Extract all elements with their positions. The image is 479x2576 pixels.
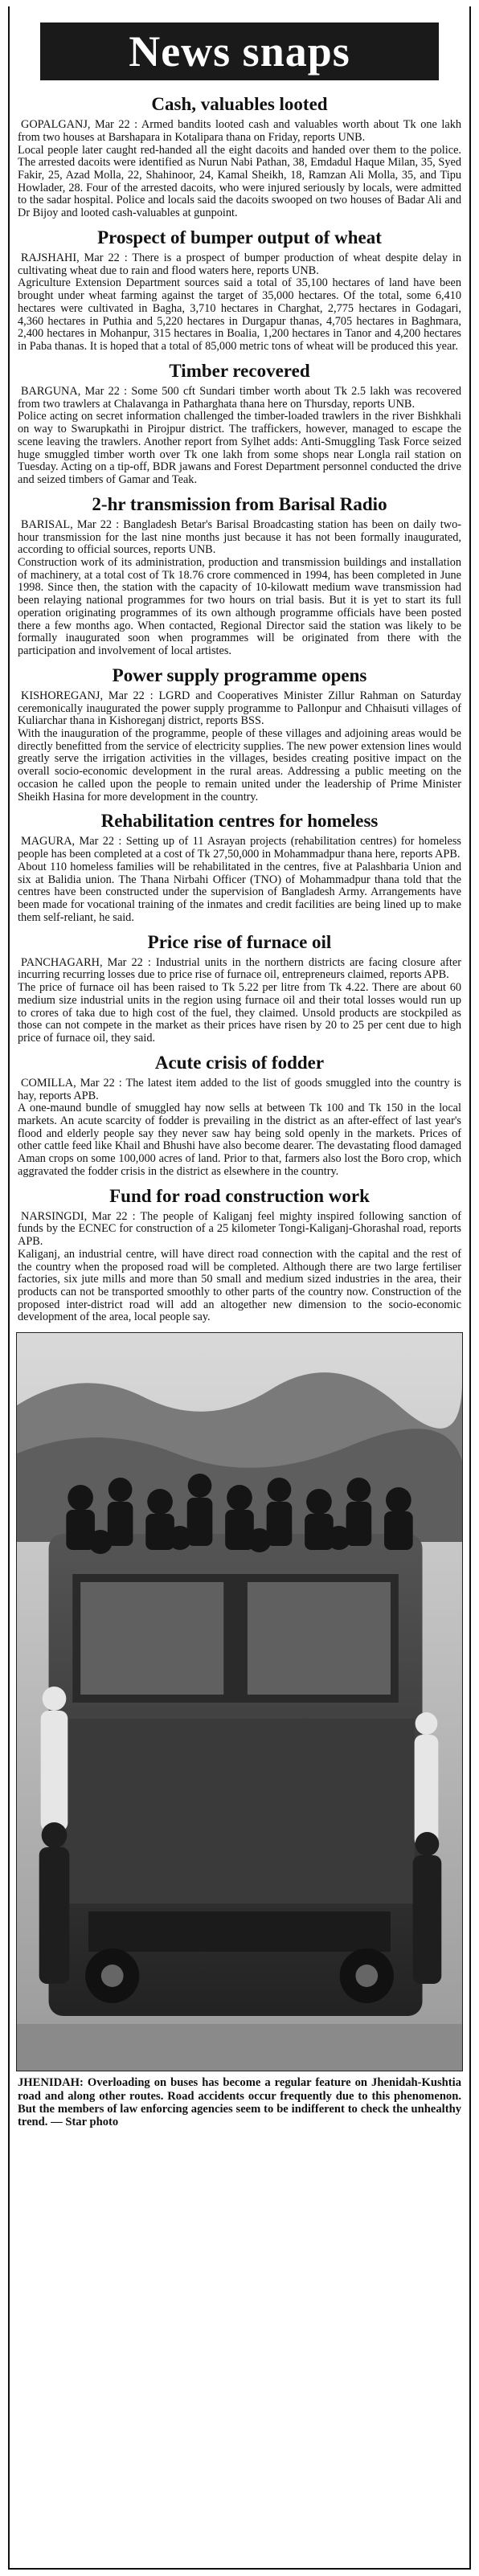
story-paragraph: Kaliganj, an industrial centre, will have direct road connection with the capital and the rest of the country when the proposed road will be completed. Although there are two large fertiliser factories, six jute mills and more than 50 small and medium sized industries in the area, their products can not be transported smoothly to other parts of the country now. Construction of the proposed inter-district road will add an altogether new dimension to the socio-economic development of the area, local people say. (18, 1247, 461, 1324)
story-headline: Acute crisis of fodder (154, 1052, 325, 1073)
story-headline: Fund for road construction work (109, 1185, 370, 1206)
story-paragraph: Local people later caught red-handed all the eight dacoits and handed over them to the police. The arrested dacoits were identified as Nurun Nabi Pathan, 38, Emdadul Haque Milan, 35, Syed Fakir, 25, Azad Molla, 22, Shahinoor, 24, Kamal Sheikh, 18, Ramzan Ali Molla, 35, and Tipu Howlader, 28. Four of the arrested dacoits, who were injured seriously by locals, were admitted to the sadar hospital. Police and locals said the dacoits swooped on two houses of Badar Ali and Dr Bijoy and looted cash-valuables at gunpoint. (18, 143, 461, 220)
story-paragraph: The price of furnace oil has been raised to Tk 5.22 per litre from Tk 4.22. There are about 60 medium size industrial units in the region using furnace oil and their total losses would run up to crores of taka due to high cost of the fuel, they claimed. Unsold products are stockpiled as those can not compete in the market as their prices have risen by 20 to 25 per cent due to high price of furnace oil, they said. (18, 981, 461, 1045)
story-paragraph: With the inauguration of the programme, people of these villages and adjoining areas would be directly benefitted from the service of electricity supplies. The new power extension lines would greatly serve the irrigation activities in the villages, besides creating positive impact on the overall socio-economic development in the rural areas. Addressing a public meeting on the occasion he called upon the people to remain united under the leadership of Prime Minister Sheikh Hasina for more development in the country. (18, 727, 461, 803)
story-paragraph: Police acting on secret information challenged the timber-loaded trawlers in the river Bishkhali on way to Swarupkathi in Pirojpur district. The traffickers, however, managed to escape the scene leaving the trawlers. Another report from Sylhet adds: Anti-Smuggling Task Force seized huge smuggled timber worth over Tk one lakh from some shops near Longla rail station on Tuesday. Acting on a tip-off, BDR jawans and Forest Department personnel conducted the drive and seized timbers of Gamar and Teak. (18, 410, 461, 486)
story-paragraph: A one-maund bundle of smuggled hay now sells at between Tk 100 and Tk 150 in the local markets. An acute scarcity of fodder is prevailing in the district as an after-effect of last year's flood and elderly people say they never saw hay being sold openly in the markets. Prices of other cattle feed like Khail and Bhushi have also become dearer. The devastating flood damaged Aman crops on some 100,000 acres of land. Prior to that, farmers also lost the Boro crop, which aggravated the fodder crisis in the district as elsewhere in the country. (18, 1102, 461, 1178)
story-paragraph: BARISAL, Mar 22 : Bangladesh Betar's Barisal Broadcasting station has been on daily two-hour transmission for the last nine months just because it has not been formally inaugurated, according to official sources, reports UNB. (18, 517, 461, 557)
section-banner (40, 22, 439, 80)
photo-caption (10, 2071, 469, 2128)
story-barisal-radio (10, 495, 469, 658)
story-road-fund (10, 1187, 469, 1325)
story-furnace-oil (10, 933, 469, 1045)
newspaper-page (8, 6, 471, 2570)
story-paragraph: RAJSHAHI, Mar 22 : There is a prospect of bumper production of wheat despite delay in cultivating wheat due to rain and flood waters here, reports UNB. (18, 251, 461, 277)
story-cash-looted (10, 95, 469, 220)
story-paragraph: Agriculture Extension Department sources said a total of 35,100 hectares of land have been brought under wheat farming against the target of 35,000 hectares. Of the total, some 6,410 hectares were cultivated in Bagha, 3,710 hectares in Charghat, 2,775 hectares in Godagari, 4,360 hectares in Puthia and 5,220 hectares in Durgapur thanas, 4,705 hectares in Baghmara, 2,400 hectares in Mohanpur, 315 hectares in Boalia, 1,200 hectares in Tanor and 4,200 hectares in Paba thanas. It is hoped that a total of 85,000 metric tons of wheat will be produced this year. (18, 276, 461, 354)
story-fodder-crisis (10, 1053, 469, 1179)
section-title: News snaps (129, 27, 350, 76)
story-headline: Prospect of bumper output of wheat (97, 227, 382, 247)
story-paragraph: About 110 homeless families will be rehabilitated in the centres, five at Palashbaria Union and six at Balidia union. The Thana Nirbahi Officer (TNO) of Mohammadpur thana told that the centres have been constructed under the supervision of Bangladesh Army. Arrangements have been made for vocational training of the inmates and credit facilities are being lined up to make them self-reliant, he said. (18, 860, 461, 924)
story-paragraph: PANCHAGARH, Mar 22 : Industrial units in the northern districts are facing closure after incurring recurring losses due to price rise of furnace oil, entrepreneurs claimed, reports APB. (18, 955, 461, 982)
story-rehabilitation-centres (10, 812, 469, 924)
story-power-supply (10, 666, 469, 804)
news-photo (16, 1332, 463, 2071)
story-headline: Price rise of furnace oil (147, 931, 332, 952)
overloaded-bus-photo (17, 1333, 462, 2071)
story-paragraph: BARGUNA, Mar 22 : Some 500 cft Sundari timber worth about Tk 2.5 lakh was recovered from two trawlers at Chalavanga in Patharghata thana here on Thursday, reports UNB. (18, 384, 461, 411)
story-timber-recovered (10, 362, 469, 487)
story-headline: 2-hr transmission from Barisal Radio (92, 493, 387, 514)
story-paragraph: Construction work of its administration, production and transmission buildings and installation of machinery, at a total cost of Tk 18.76 crore commenced in 1994, has been completed in June 1998. Since then, the station with the capacity of 10-kilowatt medium wave transmission had been relaying national programmes for two hours on trial basis. But it is yet to start its full operation originating programmes of its own although programme officials have been posted there a few months ago. When contacted, Regional Director said the station was likely to be formally inaugurated soon when programmes will be originated from there with the participation and involvement of local artistes. (18, 555, 461, 657)
story-paragraph: KISHOREGANJ, Mar 22 : LGRD and Cooperatives Minister Zillur Rahman on Saturday ceremonically inaugurated the power supply programme to Pallonpur and Chhaisuti villages of Kuliarchar thana in Kishoreganj district, reports BSS. (18, 689, 461, 728)
story-paragraph: GOPALGANJ, Mar 22 : Armed bandits looted cash and valuables worth about Tk one lakh from two houses at Barshapara in Kotalipara thana on Friday, reports UNB. (18, 118, 461, 144)
story-headline: Power supply programme opens (112, 664, 367, 685)
story-paragraph: COMILLA, Mar 22 : The latest item added to the list of goods smuggled into the country is hay, reports APB. (18, 1076, 461, 1102)
story-headline: Cash, valuables looted (151, 94, 328, 114)
story-paragraph: MAGURA, Mar 22 : Setting up of 11 Asrayan projects (rehabilitation centres) for homeless people has been completed at a cost of Tk 27,50,000 in Mohammadpur thana here, reports APB. (18, 835, 461, 861)
story-wheat-output (10, 228, 469, 354)
story-headline: Timber recovered (169, 360, 310, 381)
photo-caption-text: JHENIDAH: Overloading on buses has become a regular feature on Jhenidah-Kushtia road and along other routes. Road accidents occur frequently due to this phenomenon. But the members of law enforcing agencies seem to be indifferent to check the unhealthy trend. (18, 2076, 461, 2129)
story-paragraph: NARSINGDI, Mar 22 : The people of Kaliganj feel mighty inspired following sanction of funds by the ECNEC for construction of a 25 kilometer Tongi-Kaliganj-Ghorashal road, reports APB. (18, 1209, 461, 1249)
story-headline: Rehabilitation centres for homeless (100, 811, 379, 832)
photo-credit: — Star photo (51, 2116, 119, 2129)
